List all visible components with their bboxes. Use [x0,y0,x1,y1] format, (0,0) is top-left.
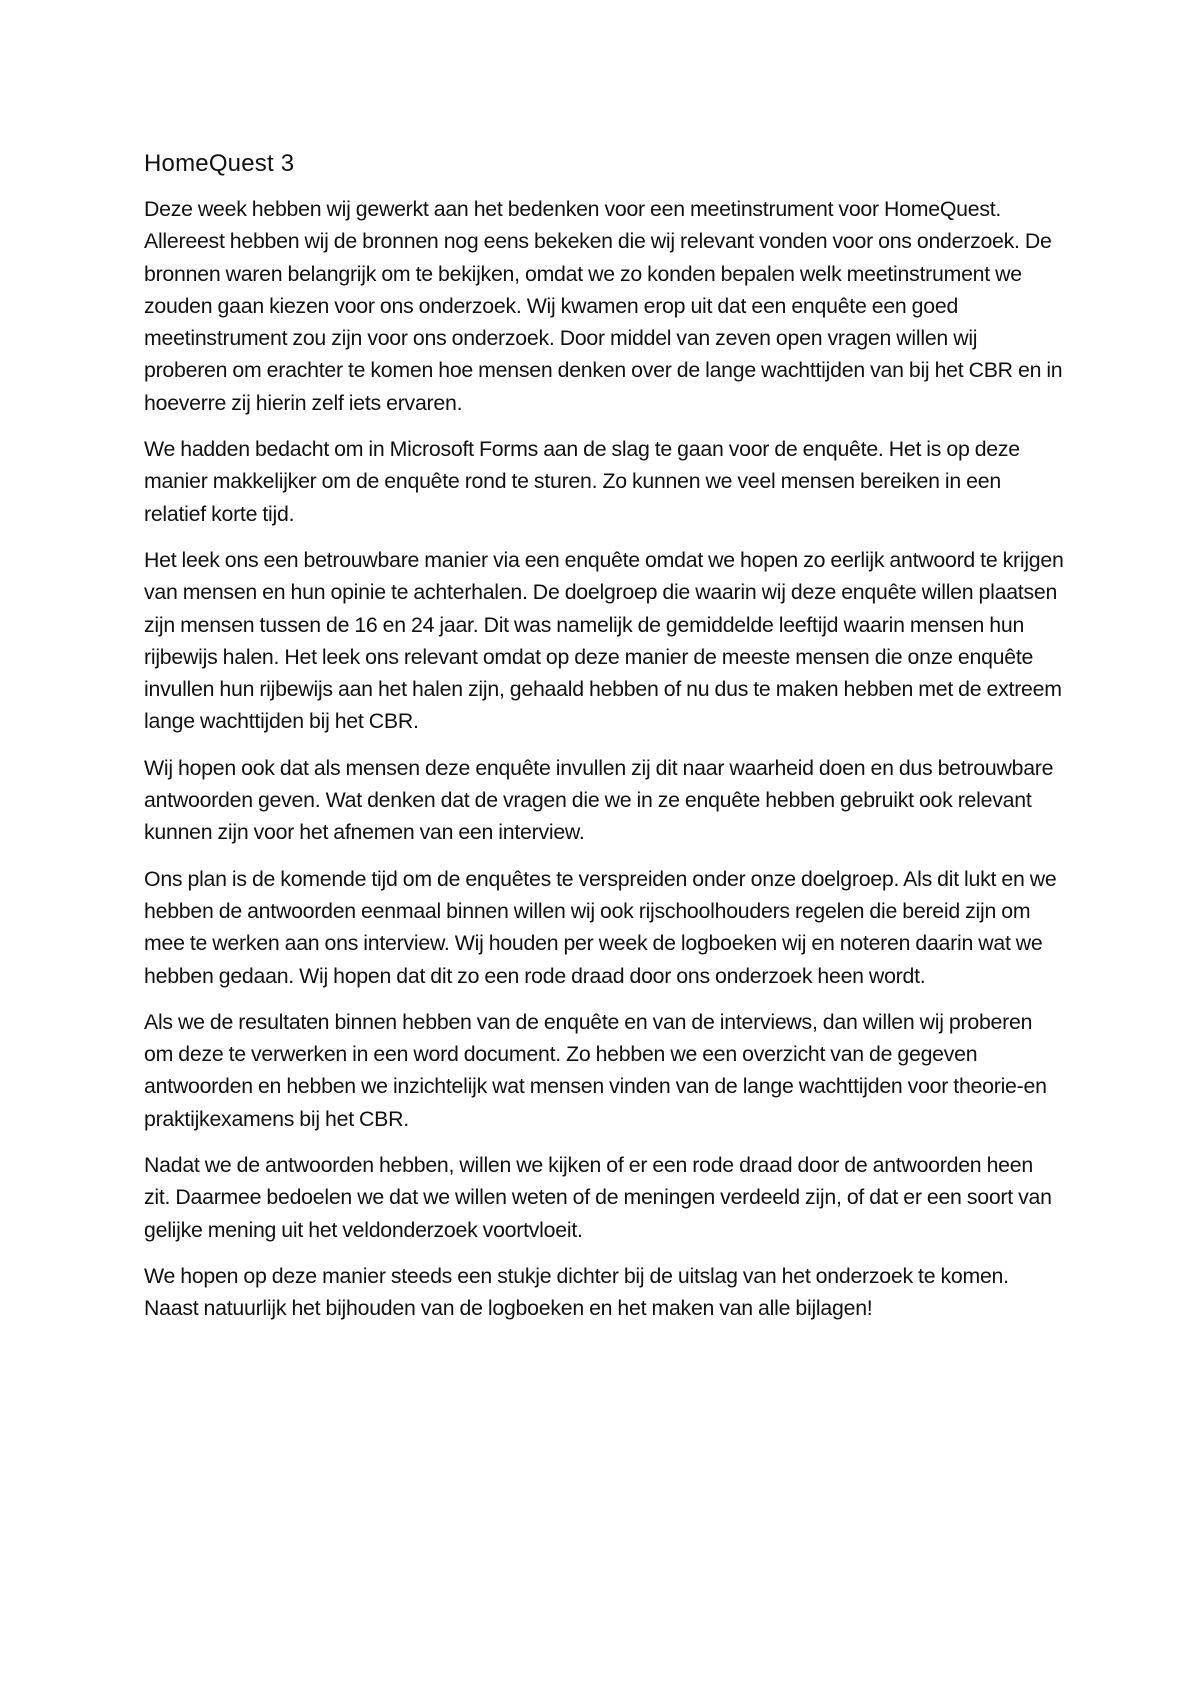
paragraph-5: Ons plan is de komende tijd om de enquêtes te verspreiden onder onze doelgroep. Als dit lukt en we hebben de antwoorden eenmaal binnen willen wij ook rijschoolhouders regelen die bereid zijn om mee te werken aan ons interview. Wij houden per week de logboeken wij en noteren daarin wat we hebben gedaan. Wij hopen dat dit zo een rode draad door ons onderzoek heen wordt. [144,866,1057,988]
paragraph-8: We hopen op deze manier steeds een stukje dichter bij de uitslag van het onderzoek te komen. Naast natuurlijk het bijhouden van de logboeken en het maken van alle bijlagen! [144,1263,1009,1321]
paragraph-7: Nadat we de antwoorden hebben, willen we kijken of er een rode draad door de antwoorden heen zit. Daarmee bedoelen we dat we willen weten of de meningen verdeeld zijn, of dat er een soort van gelijke mening uit het veldonderzoek voortvloeit. [144,1153,1052,1242]
document-body [144,148,1064,1339]
document-title: HomeQuest 3 [144,150,295,177]
paragraph-2: We hadden bedacht om in Microsoft Forms aan de slag te gaan voor de enquête. Het is op deze manier makkelijker om de enquête rond te sturen. Zo kunnen we veel mensen bereiken in een relatief korte tijd. [144,437,1020,526]
paragraph-1: Deze week hebben wij gewerkt aan het bedenken voor een meetinstrument voor HomeQuest. Allereest hebben wij de bronnen nog eens bekeken die wij relevant vonden voor ons onderzoek. De bronnen waren belangrijk om te bekijken, omdat we zo konden bepalen welk meetinstrument we zouden gaan kiezen voor ons onderzoek. Wij kwamen erop uit dat een enquête een goed meetinstrument zou zijn voor ons onderzoek. Door middel van zeven open vragen willen wij proberen om erachter te komen hoe mensen denken over de lange wachttijden van bij het CBR en in hoeverre zij hierin zelf iets ervaren. [144,197,1063,415]
paragraph-3: Het leek ons een betrouwbare manier via een enquête omdat we hopen zo eerlijk antwoord te krijgen van mensen en hun opinie te achterhalen. De doelgroep die waarin wij deze enquête willen plaatsen zijn mensen tussen de 16 en 24 jaar. Dit was namelijk de gemiddelde leeftijd waarin mensen hun rijbewijs halen. Het leek ons relevant omdat op deze manier de meeste mensen die onze enquête invullen hun rijbewijs aan het halen zijn, gehaald hebben of nu dus te maken hebben met de extreem lange wachttijden bij het CBR. [144,547,1064,734]
paragraph-6: Als we de resultaten binnen hebben van de enquête en van de interviews, dan willen wij proberen om deze te verwerken in een word document. Zo hebben we een overzicht van de gegeven antwoorden en hebben we inzichtelijk wat mensen vinden van de lange wachttijden voor theorie-en praktijkexamens bij het CBR. [144,1009,1047,1131]
paragraph-4: Wij hopen ook dat als mensen deze enquête invullen zij dit naar waarheid doen en dus betrouwbare antwoorden geven. Wat denken dat de vragen die we in ze enquête hebben gebruikt ook relevant kunnen zijn voor het afnemen van een interview. [144,755,1054,845]
